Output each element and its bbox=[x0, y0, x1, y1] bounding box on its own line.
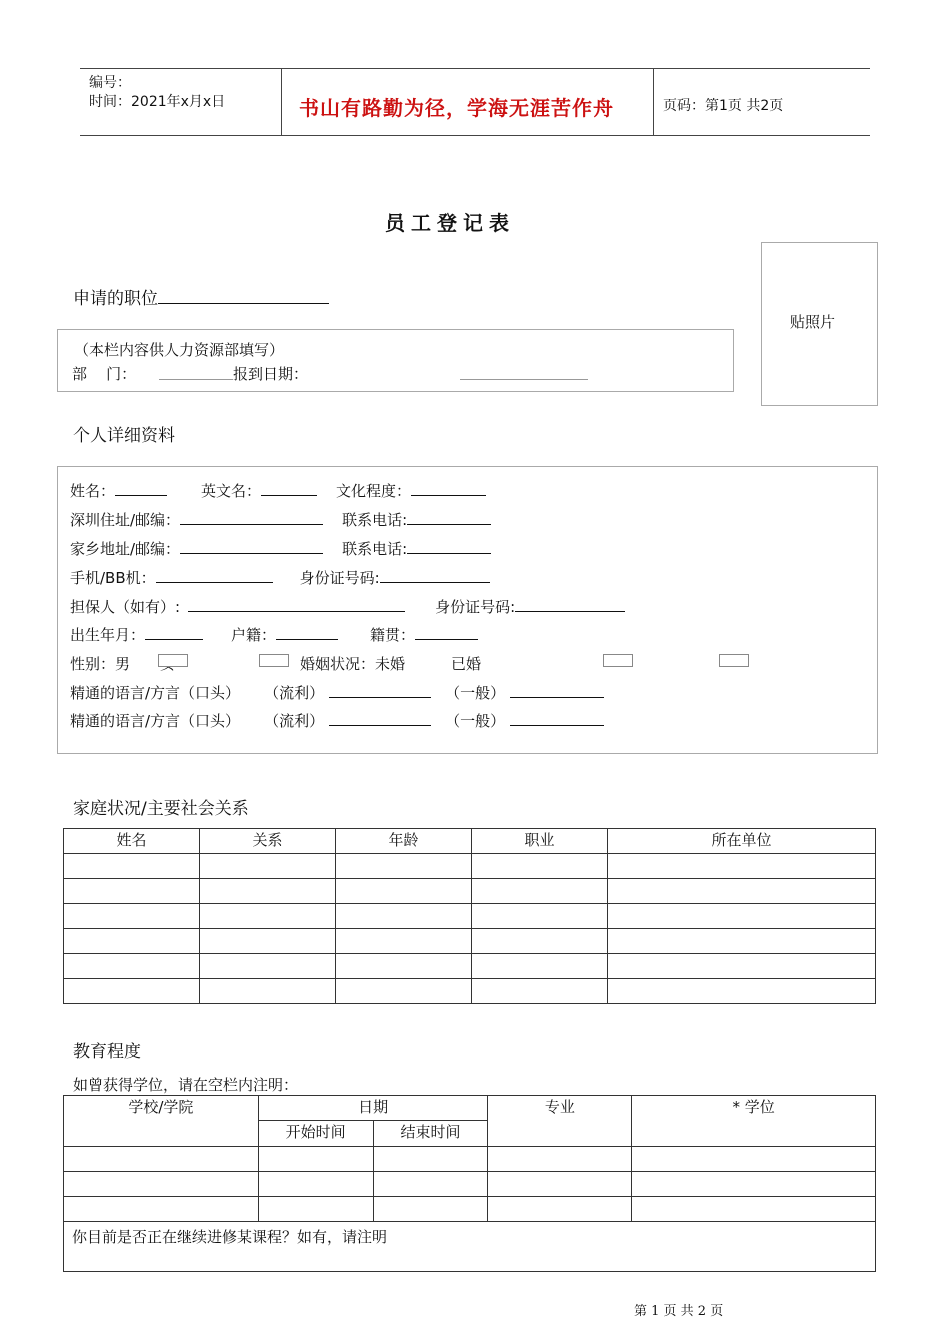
table-cell[interactable] bbox=[258, 1197, 373, 1222]
male-label: 男 bbox=[115, 655, 131, 673]
row-mobile bbox=[70, 567, 490, 588]
female-checkbox[interactable] bbox=[259, 654, 289, 667]
edu-header-degree: * 学位 bbox=[632, 1096, 876, 1147]
header-motto: 书山有路勤为径，学海无涯苦作舟 bbox=[299, 96, 614, 120]
married-label: 已婚 bbox=[451, 655, 482, 673]
hr-note: （本栏内容供人力资源部填写） bbox=[74, 341, 285, 359]
table-cell[interactable] bbox=[472, 879, 608, 904]
native-input-line[interactable] bbox=[415, 625, 478, 640]
family-header-employer: 所在单位 bbox=[608, 829, 876, 854]
mobile-input-line[interactable] bbox=[156, 568, 273, 583]
table-row bbox=[64, 904, 876, 929]
mobile-label: 手机/BB机： bbox=[70, 569, 156, 587]
table-row bbox=[64, 1172, 876, 1197]
table-cell[interactable] bbox=[373, 1172, 488, 1197]
table-cell[interactable] bbox=[200, 979, 336, 1004]
table-cell[interactable] bbox=[200, 879, 336, 904]
education-section-title: 教育程度 bbox=[73, 1042, 141, 1062]
hukou-input-line[interactable] bbox=[276, 625, 338, 640]
guarantor-label: 担保人（如有）: bbox=[70, 598, 181, 616]
family-header-name: 姓名 bbox=[64, 829, 200, 854]
table-cell[interactable] bbox=[488, 1147, 632, 1172]
report-date-label: 报到日期： bbox=[233, 365, 309, 383]
table-row bbox=[64, 1197, 876, 1222]
education-table bbox=[63, 1095, 876, 1272]
header-page: 页码：第1页 共2页 bbox=[663, 98, 784, 114]
hukou-label: 户籍： bbox=[231, 626, 277, 644]
table-row bbox=[64, 954, 876, 979]
table-cell[interactable] bbox=[258, 1172, 373, 1197]
page-title: 员工登记表 bbox=[385, 211, 515, 235]
header-bottom-rule bbox=[80, 135, 870, 136]
table-cell[interactable] bbox=[200, 929, 336, 954]
married-checkbox[interactable] bbox=[719, 654, 749, 667]
lang1-fluent-input-line[interactable] bbox=[329, 683, 431, 698]
table-cell[interactable] bbox=[64, 954, 200, 979]
lang1-general-input-line[interactable] bbox=[510, 683, 604, 698]
table-cell[interactable] bbox=[200, 954, 336, 979]
marital-label: 婚姻状况： bbox=[300, 655, 376, 673]
table-cell[interactable] bbox=[632, 1172, 876, 1197]
table-cell[interactable] bbox=[608, 904, 876, 929]
birth-input-line[interactable] bbox=[145, 625, 203, 640]
table-cell[interactable] bbox=[472, 979, 608, 1004]
table-row bbox=[64, 879, 876, 904]
male-checkbox[interactable] bbox=[158, 654, 188, 667]
position-input-line[interactable] bbox=[158, 289, 329, 304]
home-address-input-line[interactable] bbox=[180, 539, 323, 554]
table-cell[interactable] bbox=[472, 954, 608, 979]
table-cell[interactable] bbox=[472, 854, 608, 879]
guarantor-id-input-line[interactable] bbox=[515, 597, 625, 612]
report-date-input-line[interactable] bbox=[460, 365, 588, 380]
table-cell[interactable] bbox=[64, 1172, 259, 1197]
english-name-input-line[interactable] bbox=[261, 481, 317, 496]
row-home-address bbox=[70, 538, 491, 559]
native-label: 籍贯： bbox=[370, 626, 416, 644]
table-cell[interactable] bbox=[488, 1197, 632, 1222]
table-cell[interactable] bbox=[336, 879, 472, 904]
guarantor-id-label: 身份证号码: bbox=[435, 598, 516, 616]
table-cell[interactable] bbox=[608, 879, 876, 904]
education-note: 如曾获得学位，请在空栏内注明： bbox=[73, 1076, 299, 1094]
id-no-label: 身份证号码: bbox=[299, 569, 380, 587]
sz-address-input-line[interactable] bbox=[180, 510, 323, 525]
lang2-general-input-line[interactable] bbox=[510, 711, 604, 726]
name-input-line[interactable] bbox=[115, 481, 167, 496]
header-divider-1 bbox=[281, 68, 282, 136]
family-table bbox=[63, 828, 876, 1004]
row-language-1 bbox=[70, 682, 604, 703]
education-input-line[interactable] bbox=[411, 481, 486, 496]
table-cell[interactable] bbox=[258, 1147, 373, 1172]
table-row bbox=[64, 1147, 876, 1172]
table-cell[interactable] bbox=[336, 854, 472, 879]
table-cell[interactable] bbox=[632, 1147, 876, 1172]
photo-label: 贴照片 bbox=[790, 313, 836, 331]
english-name-label: 英文名： bbox=[201, 482, 262, 500]
photo-box[interactable] bbox=[761, 242, 878, 406]
education-header-row-1 bbox=[64, 1096, 876, 1121]
table-row bbox=[64, 929, 876, 954]
position-field bbox=[73, 284, 329, 309]
family-header-job: 职业 bbox=[472, 829, 608, 854]
edu-header-major: 专业 bbox=[488, 1096, 632, 1147]
guarantor-input-line[interactable] bbox=[188, 597, 405, 612]
table-cell[interactable] bbox=[608, 954, 876, 979]
phone1-input-line[interactable] bbox=[407, 510, 491, 525]
phone2-label: 联系电话: bbox=[342, 540, 408, 558]
table-cell[interactable] bbox=[64, 979, 200, 1004]
lang2-label: 精通的语言/方言（口头） bbox=[70, 712, 241, 730]
edu-header-date: 日期 bbox=[258, 1096, 488, 1121]
table-cell[interactable] bbox=[200, 854, 336, 879]
row-name bbox=[70, 480, 486, 501]
table-cell[interactable] bbox=[472, 904, 608, 929]
position-label: 申请的职位 bbox=[73, 289, 158, 309]
family-header-relation: 关系 bbox=[200, 829, 336, 854]
row-guarantor bbox=[70, 596, 625, 617]
dept-label: 部 门： bbox=[72, 365, 137, 383]
table-cell[interactable] bbox=[336, 979, 472, 1004]
education-label: 文化程度： bbox=[336, 482, 412, 500]
table-cell[interactable] bbox=[64, 904, 200, 929]
phone1-label: 联系电话: bbox=[342, 511, 408, 529]
edu-header-end: 结束时间 bbox=[373, 1121, 488, 1147]
lang1-general-label: （一般） bbox=[445, 684, 506, 702]
edu-header-start: 开始时间 bbox=[258, 1121, 373, 1147]
table-cell[interactable] bbox=[373, 1197, 488, 1222]
table-cell[interactable] bbox=[64, 854, 200, 879]
single-label: 未婚 bbox=[375, 655, 406, 673]
table-row bbox=[64, 979, 876, 1004]
row-language-2 bbox=[70, 710, 604, 731]
header-number: 编号： bbox=[89, 75, 131, 91]
id-no-input-line[interactable] bbox=[380, 568, 490, 583]
header-top-rule bbox=[80, 68, 870, 69]
sz-address-label: 深圳住址/邮编： bbox=[70, 511, 181, 529]
continuing-question[interactable]: 你目前是否正在继续进修某课程？如有，请注明 bbox=[64, 1222, 876, 1272]
lang1-label: 精通的语言/方言（口头） bbox=[70, 684, 241, 702]
table-cell[interactable] bbox=[608, 979, 876, 1004]
table-row bbox=[64, 854, 876, 879]
footer-page: 第 1 页 共 2 页 bbox=[634, 1304, 724, 1319]
table-cell[interactable] bbox=[608, 854, 876, 879]
single-checkbox[interactable] bbox=[603, 654, 633, 667]
table-cell[interactable] bbox=[64, 1147, 259, 1172]
table-cell[interactable] bbox=[336, 954, 472, 979]
marital-group bbox=[300, 653, 405, 674]
table-cell[interactable] bbox=[632, 1197, 876, 1222]
header-divider-2 bbox=[653, 68, 654, 136]
phone2-input-line[interactable] bbox=[407, 539, 491, 554]
row-birth bbox=[70, 624, 478, 645]
family-header-row bbox=[64, 829, 876, 854]
home-address-label: 家乡地址/邮编： bbox=[70, 540, 181, 558]
lang1-fluent-label: （流利） bbox=[264, 684, 325, 702]
lang2-fluent-label: （流利） bbox=[264, 712, 325, 730]
table-cell[interactable] bbox=[336, 904, 472, 929]
personal-section-title: 个人详细资料 bbox=[73, 426, 175, 446]
family-header-age: 年龄 bbox=[336, 829, 472, 854]
table-cell[interactable] bbox=[472, 929, 608, 954]
lang2-fluent-input-line[interactable] bbox=[329, 711, 431, 726]
table-cell[interactable] bbox=[336, 929, 472, 954]
gender-label: 性别： bbox=[70, 655, 116, 673]
table-cell[interactable] bbox=[64, 879, 200, 904]
row-sz-address bbox=[70, 509, 491, 530]
lang2-general-label: （一般） bbox=[445, 712, 506, 730]
family-section-title: 家庭状况/主要社会关系 bbox=[73, 799, 249, 819]
edu-header-school: 学校/学院 bbox=[64, 1096, 259, 1147]
continuing-row bbox=[64, 1222, 876, 1272]
table-cell[interactable] bbox=[608, 929, 876, 954]
birth-label: 出生年月： bbox=[70, 626, 146, 644]
header-time: 时间：2021年x月x日 bbox=[89, 94, 226, 110]
table-cell[interactable] bbox=[488, 1172, 632, 1197]
table-cell[interactable] bbox=[200, 904, 336, 929]
table-cell[interactable] bbox=[64, 929, 200, 954]
hr-box bbox=[57, 329, 734, 392]
table-cell[interactable] bbox=[64, 1197, 259, 1222]
dept-input-line[interactable] bbox=[159, 365, 233, 380]
table-cell[interactable] bbox=[373, 1147, 488, 1172]
name-label: 姓名： bbox=[70, 482, 116, 500]
